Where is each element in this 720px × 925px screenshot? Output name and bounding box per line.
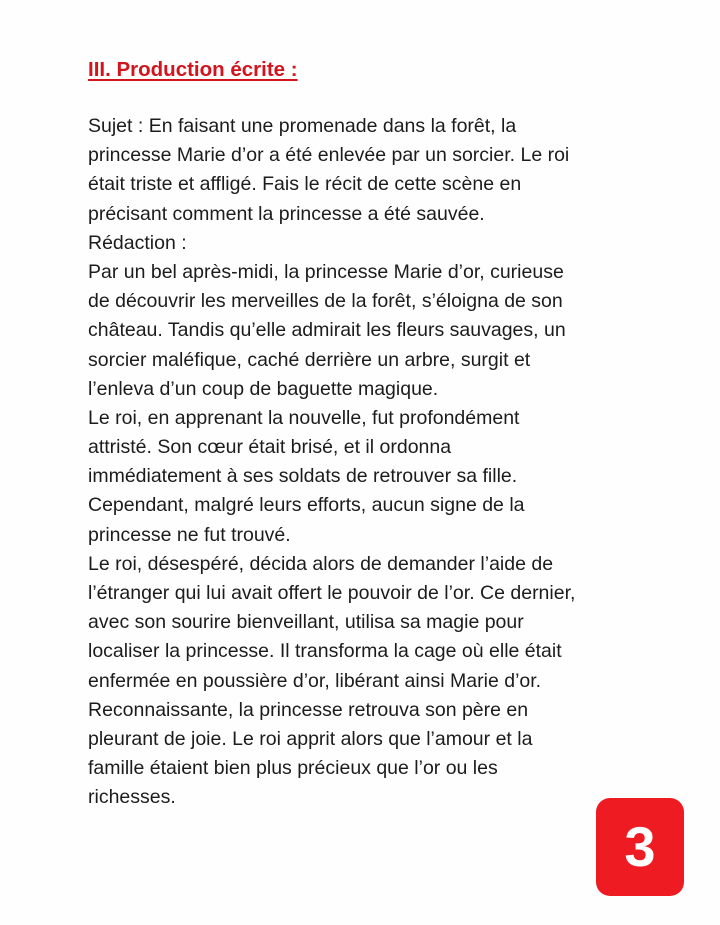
text-line: immédiatement à ses soldats de retrouver sa fille. bbox=[88, 465, 518, 488]
page-number-badge bbox=[596, 798, 684, 896]
text-line: Reconnaissante, la princesse retrouva son père en bbox=[88, 698, 529, 721]
text-line: richesses. bbox=[88, 786, 176, 809]
text-line: l’enleva d’un coup de baguette magique. bbox=[88, 377, 439, 400]
text-line: princesse Marie d’or a été enlevée par un sorcier. Le roi bbox=[88, 144, 570, 167]
essay-body bbox=[88, 112, 708, 813]
text-line: pleurant de joie. Le roi apprit alors que l’amour et la bbox=[88, 727, 533, 750]
text-line: attristé. Son cœur était brisé, et il ordonna bbox=[88, 436, 452, 459]
text-line: Sujet : En faisant une promenade dans la forêt, la bbox=[88, 115, 517, 137]
text-line: enfermée en poussière d’or, libérant ainsi Marie d’or. bbox=[88, 669, 542, 692]
text-line: Cependant, malgré leurs efforts, aucun signe de la bbox=[88, 494, 525, 517]
text-line: l’étranger qui lui avait offert le pouvoir de l’or. Ce dernier, bbox=[88, 582, 576, 604]
page-number: 3 bbox=[624, 815, 656, 878]
text-line: sorcier maléfique, caché derrière un arbre, surgit et bbox=[88, 348, 531, 371]
text-line: localiser la princesse. Il transforma la cage où elle était bbox=[88, 640, 562, 663]
text-line: château. Tandis qu’elle admirait les fleurs sauvages, un bbox=[88, 319, 566, 342]
text-line: était triste et affligé. Fais le récit de cette scène en bbox=[88, 173, 522, 196]
text-line: famille étaient bien plus précieux que l’or ou les bbox=[88, 757, 498, 780]
text-line: Le roi, désespéré, décida alors de demander l’aide de bbox=[88, 552, 554, 575]
text-line: princesse ne fut trouvé. bbox=[88, 523, 291, 546]
text-line: Le roi, en apprenant la nouvelle, fut profondément bbox=[88, 406, 520, 429]
text-line: avec son sourire bienveillant, utilisa sa magie pour bbox=[88, 611, 524, 634]
text-line: précisant comment la princesse a été sauvée. bbox=[88, 202, 485, 225]
text-line: de découvrir les merveilles de la forêt, s’éloigna de son bbox=[88, 290, 563, 313]
text-line: Rédaction : bbox=[88, 231, 187, 254]
section-heading: III. Production écrite : bbox=[88, 58, 298, 81]
text-line: Par un bel après-midi, la princesse Marie d’or, curieuse bbox=[88, 260, 564, 283]
